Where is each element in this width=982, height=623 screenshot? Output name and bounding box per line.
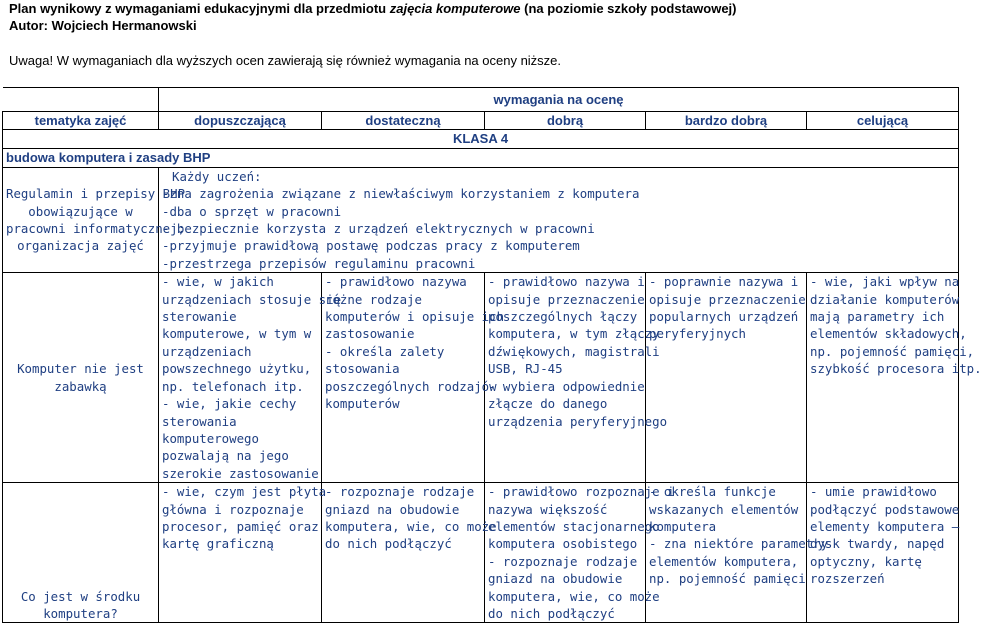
cell-line: - rozpoznaje rodzaje <box>325 484 475 500</box>
cell-line: - umie prawidłowo <box>810 484 937 500</box>
column-header-row <box>3 112 959 130</box>
cell-line: optyczny, kartę <box>810 553 922 569</box>
cell-line: działanie komputerów <box>810 291 960 307</box>
cell-line: powszechnego użytku, <box>162 361 312 377</box>
cell-line: - określa zalety <box>325 343 445 359</box>
row1-grade-2 <box>159 273 342 483</box>
cell-line: komputera, wie, co może <box>325 518 497 534</box>
cell-line: zabawką <box>54 378 107 394</box>
cell-line: - bezpiecznie korzysta z urządzeń elektrycznych w pracowni <box>162 221 595 237</box>
col-grade-3: dostateczną <box>322 112 485 130</box>
document-title <box>9 0 737 17</box>
cell-line: poszczególnych rodzajów <box>325 378 497 394</box>
cell-line: Komputer nie jest <box>17 361 144 377</box>
cell-line: pracowni informatycznej; <box>6 221 186 237</box>
title-subject: zajęcia komputerowe <box>389 1 521 16</box>
class-label: KLASA 4 <box>3 130 959 148</box>
cell-line: dźwiękowych, magistrali <box>488 343 660 359</box>
cell-line: pozwalają na jego <box>162 448 289 464</box>
cell-line: elementów składowych, <box>810 326 967 342</box>
topic-computer-not-toy <box>3 273 159 483</box>
cell-line: organizacja zajęć <box>17 238 144 254</box>
cell-line: komputera osobistego <box>488 536 638 552</box>
row2-grade-3 <box>322 483 497 623</box>
cell-line: procesor, pamięć oraz <box>162 518 319 534</box>
title-suffix: (na poziomie szkoły podstawowej) <box>520 1 737 16</box>
row2-grade-5 <box>646 483 829 623</box>
col-grade-6: celującą <box>807 112 959 130</box>
cell-line: - rozpoznaje rodzaje <box>488 553 638 569</box>
cell-line: - określa funkcje <box>649 484 776 500</box>
cell-line: złącze do danego <box>488 396 608 412</box>
cell-line: opisuje przeznaczenie <box>488 291 645 307</box>
cell-line: urządzeniach stosuje się <box>162 291 342 307</box>
cell-line: dysk twardy, napęd <box>810 536 945 552</box>
cell-line: Regulamin i przepisy BHP <box>6 186 186 202</box>
cell-line: gniazd na obudowie <box>488 571 623 587</box>
cell-line: gniazd na obudowie <box>325 501 460 517</box>
cell-line: - wie, jaki wpływ na <box>810 274 960 290</box>
cell-line: kartę graficzną <box>162 536 274 552</box>
topic-bhp <box>3 167 186 272</box>
cell-line: komputerowe, w tym w <box>162 326 312 342</box>
cell-line: nazywa większość <box>488 501 608 517</box>
cell-line: komputera, wie, co może <box>488 588 660 604</box>
col-topic: tematyka zajęć <box>3 112 159 130</box>
cell-line: szybkość procesora itp. <box>810 361 982 377</box>
row2-grade-2 <box>159 483 327 623</box>
row2-grade-4 <box>485 483 675 623</box>
document-author: Autor: Wojciech Hermanowski <box>9 18 197 33</box>
row2-grade-6 <box>807 483 959 623</box>
cell-line: peryferyjnych <box>649 326 746 342</box>
cell-line: komputera <box>649 518 717 534</box>
cell-line: elementów stacjonarnego <box>488 518 660 534</box>
col-grade-2: dopuszczającą <box>159 112 322 130</box>
section-title: budowa komputera i zasady BHP <box>3 148 959 167</box>
cell-line: urządzeniach <box>162 343 252 359</box>
table-row <box>3 483 959 623</box>
cell-line: komputerów i opisuje ich <box>325 309 505 325</box>
row1-grade-5 <box>646 273 807 483</box>
cell-line: -przestrzega przepisów regulaminu pracowni <box>162 255 476 271</box>
cell-line: sterowania <box>162 413 237 429</box>
row1-grade-3 <box>322 273 505 483</box>
cell-line: - wie, czym jest płyta <box>162 484 327 500</box>
cell-line: opisuje przeznaczenie <box>649 291 806 307</box>
cell-line: USB, RJ-45 <box>488 361 563 377</box>
cell-line: stosowania <box>325 361 400 377</box>
col-grade-4: dobrą <box>485 112 646 130</box>
cell-line: do nich podłączyć <box>488 605 615 621</box>
requirements-table <box>2 87 982 623</box>
cell-line: -przyjmuje prawidłową postawę podczas pracy z komputerem <box>162 238 580 254</box>
cell-line: elementów komputera, <box>649 553 799 569</box>
cell-line: - wybiera odpowiednie <box>488 378 645 394</box>
cell-line: sterowanie <box>162 309 237 325</box>
cell-line: mają parametry ich <box>810 309 945 325</box>
cell-line: obowiązujące w <box>28 203 133 219</box>
cell-line: poszczególnych łączy <box>488 309 638 325</box>
cell-line: rozszerzeń <box>810 571 885 587</box>
cell-line: urządzenia peryferyjnego <box>488 413 668 429</box>
cell-line: - poprawnie nazywa i <box>649 274 799 290</box>
cell-line: Co jest w środku <box>20 588 141 604</box>
cell-line: różne rodzaje <box>325 291 422 307</box>
document-note: Uwaga! W wymaganiach dla wyższych ocen zawierają się również wymagania na oceny niższe. <box>9 53 562 68</box>
bhp-requirements <box>159 167 959 272</box>
title-text: Plan wynikowy z wymaganiami edukacyjnymi dla przedmiotu <box>9 1 390 16</box>
row1-grade-4 <box>485 273 668 483</box>
cell-line: np. telefonach itp. <box>162 378 304 394</box>
cell-line: szerokie zastosowanie <box>162 465 319 481</box>
cell-line: komputera, w tym złączy <box>488 326 660 342</box>
cell-line: - prawidłowo rozpoznaje i <box>488 484 675 500</box>
cell-line: Każdy uczeń: <box>172 168 262 184</box>
cell-line: np. pojemność pamięci <box>649 571 806 587</box>
cell-line: -dba o sprzęt w pracowni <box>162 203 342 219</box>
grade-header: wymagania na ocenę <box>159 88 959 112</box>
col-grade-5: bardzo dobrą <box>646 112 807 130</box>
cell-line: - prawidłowo nazywa i <box>488 274 645 290</box>
cell-line: główna i rozpoznaje <box>162 501 304 517</box>
cell-line: - wie, jakie cechy <box>162 396 297 412</box>
cell-line: zastosowanie <box>325 326 415 342</box>
cell-line: - prawidłowo nazywa <box>325 274 467 290</box>
topic-inside-computer <box>3 483 159 623</box>
cell-line: wskazanych elementów <box>649 501 799 517</box>
cell-line: - zna niektóre parametry <box>649 536 829 552</box>
cell-line: popularnych urządzeń <box>649 309 799 325</box>
cell-line: np. pojemność pamięci, <box>810 343 975 359</box>
cell-line: -zna zagrożenia związane z niewłaściwym korzystaniem z komputera <box>162 186 640 202</box>
cell-line: komputerów <box>325 396 400 412</box>
table-row <box>3 273 959 483</box>
table-row <box>3 167 959 272</box>
cell-line: elementy komputera – <box>810 518 960 534</box>
cell-line: komputerowego <box>162 430 259 446</box>
cell-line: podłączyć podstawowe <box>810 501 960 517</box>
cell-line: do nich podłączyć <box>325 536 452 552</box>
cell-line: - wie, w jakich <box>162 274 274 290</box>
row1-grade-6 <box>807 273 982 483</box>
cell-line: komputera? <box>43 605 118 621</box>
